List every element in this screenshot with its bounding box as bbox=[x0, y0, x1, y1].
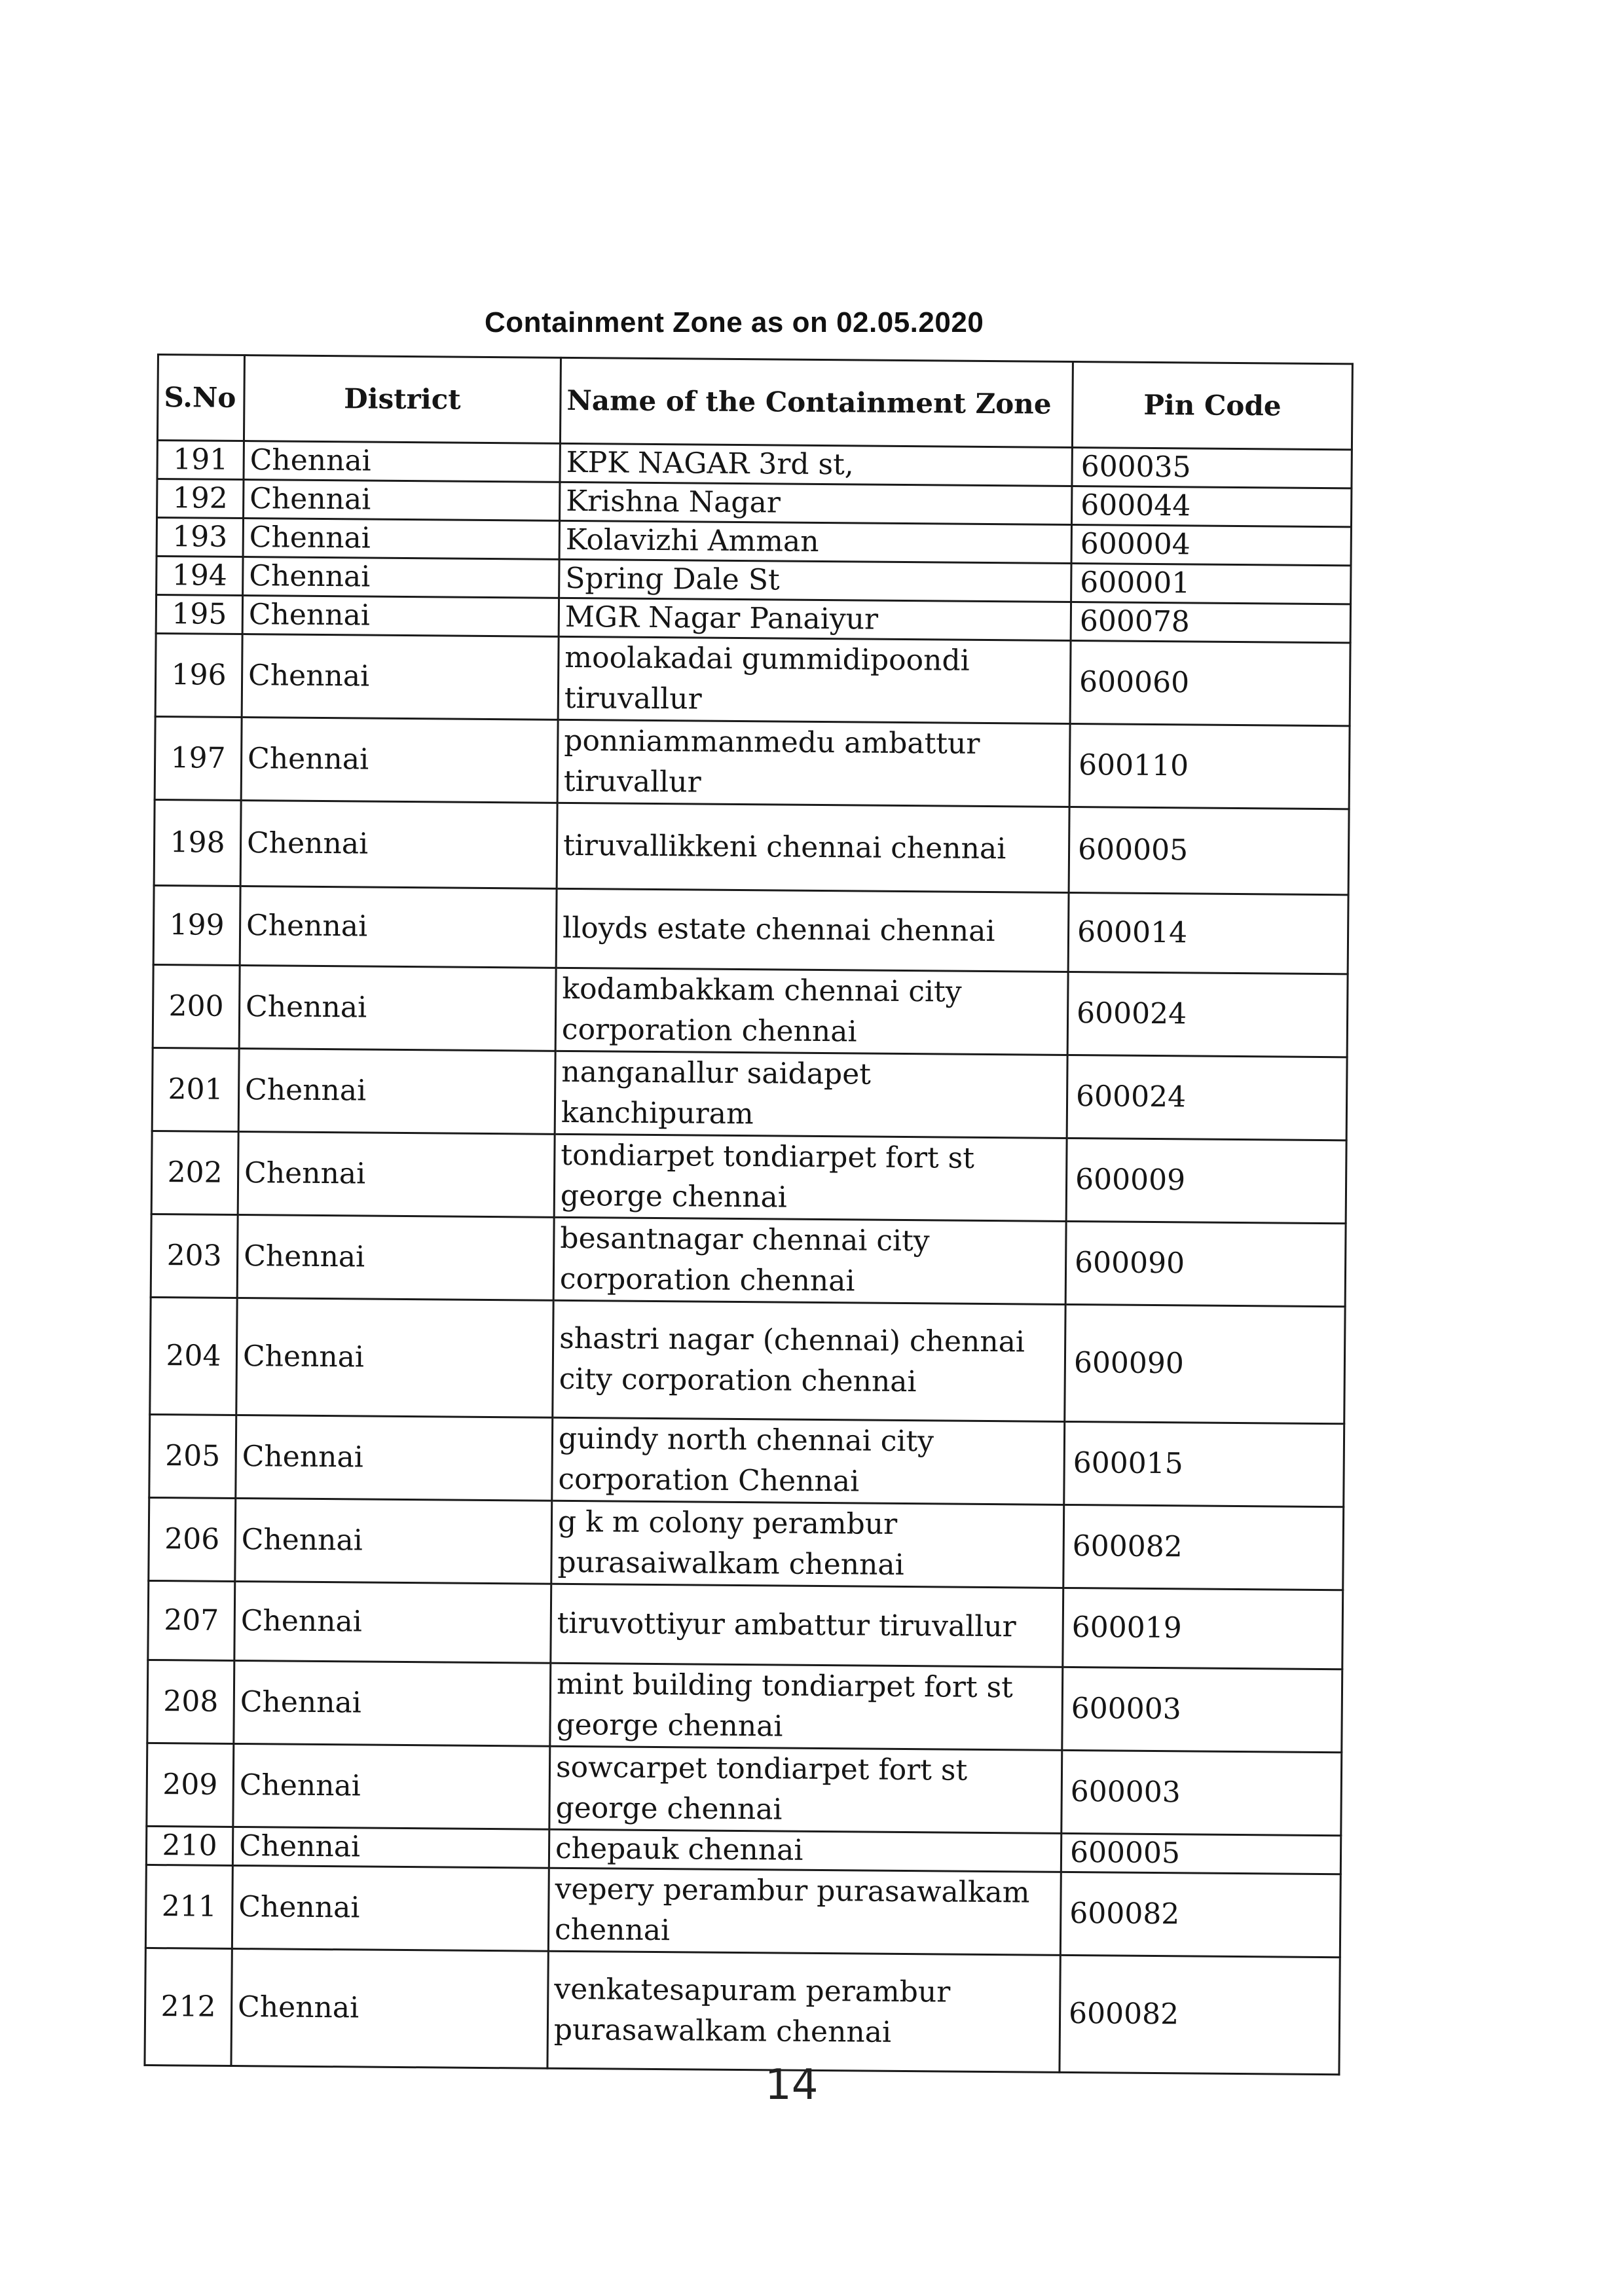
cell-district: Chennai bbox=[241, 718, 558, 803]
cell-district: Chennai bbox=[234, 1581, 551, 1663]
cell-district: Chennai bbox=[240, 886, 557, 968]
cell-district: Chennai bbox=[231, 1948, 548, 2068]
cell-district: Chennai bbox=[242, 596, 559, 637]
table-row bbox=[149, 1414, 1344, 1506]
page-title: Containment Zone as on 02.05.2020 bbox=[485, 306, 984, 338]
cell-zone-name: sowcarpet tondiarpet fort st george chennai bbox=[549, 1746, 1062, 1833]
cell-zone-name: vepery perambur purasawalkam chennai bbox=[548, 1868, 1061, 1955]
cell-pin-code: 600001 bbox=[1071, 563, 1351, 604]
cell-zone-name: moolakadai gummidipoondi tiruvallur bbox=[558, 636, 1071, 723]
cell-pin-code: 600019 bbox=[1063, 1588, 1343, 1669]
cell-pin-code: 600082 bbox=[1060, 1955, 1340, 2074]
cell-district: Chennai bbox=[239, 966, 556, 1051]
cell-zone-name: g k m colony perambur purasaiwalkam chennai bbox=[551, 1501, 1064, 1588]
cell-sno: 199 bbox=[153, 885, 240, 965]
cell-sno: 193 bbox=[157, 518, 243, 557]
cell-pin-code: 600005 bbox=[1069, 807, 1349, 894]
cell-zone-name: tondiarpet tondiarpet fort st george chennai bbox=[554, 1134, 1067, 1221]
cell-sno: 204 bbox=[150, 1297, 237, 1415]
cell-pin-code: 600110 bbox=[1069, 723, 1350, 809]
cell-sno: 212 bbox=[145, 1948, 232, 2066]
cell-pin-code: 600078 bbox=[1071, 602, 1350, 642]
cell-district: Chennai bbox=[236, 1415, 553, 1501]
cell-sno: 197 bbox=[155, 716, 242, 800]
cell-pin-code: 600015 bbox=[1064, 1421, 1344, 1506]
cell-pin-code: 600082 bbox=[1063, 1504, 1344, 1590]
cell-zone-name: MGR Nagar Panaiyur bbox=[559, 598, 1071, 640]
cell-sno: 198 bbox=[154, 799, 241, 886]
table-row bbox=[153, 964, 1348, 1057]
cell-pin-code: 600090 bbox=[1065, 1221, 1346, 1306]
cell-sno: 209 bbox=[147, 1743, 234, 1827]
table-row bbox=[145, 1865, 1340, 1957]
cell-sno: 211 bbox=[145, 1865, 232, 1948]
cell-pin-code: 600003 bbox=[1061, 1750, 1342, 1835]
cell-district: Chennai bbox=[242, 634, 559, 720]
header-district: District bbox=[244, 355, 561, 444]
cell-sno: 195 bbox=[156, 595, 242, 634]
cell-pin-code: 600035 bbox=[1072, 447, 1352, 488]
table-row bbox=[154, 799, 1349, 894]
cell-sno: 201 bbox=[152, 1048, 239, 1131]
cell-zone-name: Spring Dale St bbox=[559, 559, 1071, 602]
cell-zone-name: nanganallur saidapet kanchipuram bbox=[555, 1051, 1067, 1138]
table-row bbox=[145, 1948, 1340, 2074]
cell-zone-name: chepauk chennai bbox=[549, 1829, 1061, 1872]
cell-sno: 203 bbox=[151, 1214, 238, 1298]
header-sno: S.No bbox=[157, 355, 244, 441]
header-zone-name: Name of the Containment Zone bbox=[560, 357, 1073, 447]
cell-district: Chennai bbox=[235, 1498, 552, 1584]
header-pin-code: Pin Code bbox=[1072, 361, 1352, 449]
table-row bbox=[147, 1660, 1342, 1752]
cell-district: Chennai bbox=[240, 801, 557, 889]
cell-district: Chennai bbox=[243, 519, 559, 560]
table-row bbox=[151, 1214, 1346, 1306]
cell-pin-code: 600044 bbox=[1071, 486, 1351, 526]
cell-sno: 210 bbox=[146, 1826, 232, 1865]
table-row bbox=[147, 1743, 1342, 1835]
table-row bbox=[148, 1580, 1343, 1669]
cell-district: Chennai bbox=[236, 1298, 553, 1418]
cell-zone-name: Kolavizhi Amman bbox=[559, 520, 1071, 563]
cell-sno: 205 bbox=[149, 1414, 236, 1498]
cell-pin-code: 600024 bbox=[1067, 972, 1348, 1057]
cell-sno: 207 bbox=[148, 1580, 235, 1660]
cell-sno: 206 bbox=[149, 1497, 236, 1581]
cell-pin-code: 600014 bbox=[1068, 892, 1348, 974]
cell-sno: 192 bbox=[157, 479, 244, 519]
cell-zone-name: kodambakkam chennai city corporation chennai bbox=[555, 968, 1068, 1055]
cell-zone-name: besantnagar chennai city corporation chennai bbox=[553, 1217, 1066, 1304]
cell-pin-code: 600009 bbox=[1066, 1138, 1346, 1223]
cell-district: Chennai bbox=[233, 1743, 550, 1829]
cell-sno: 196 bbox=[155, 633, 242, 717]
cell-district: Chennai bbox=[232, 1827, 549, 1868]
page-number: 14 bbox=[765, 2061, 819, 2109]
cell-pin-code: 600024 bbox=[1067, 1055, 1347, 1140]
cell-pin-code: 600003 bbox=[1062, 1667, 1342, 1752]
cell-zone-name: KPK NAGAR 3rd st, bbox=[560, 443, 1072, 486]
cell-zone-name: venkatesapuram perambur purasawalkam chennai bbox=[547, 1951, 1060, 2072]
table-row bbox=[153, 885, 1348, 974]
cell-district: Chennai bbox=[244, 441, 560, 483]
cell-pin-code: 600060 bbox=[1070, 640, 1350, 725]
cell-sno: 194 bbox=[157, 556, 243, 596]
cell-district: Chennai bbox=[232, 1865, 549, 1951]
table-row bbox=[150, 1297, 1345, 1423]
table-row bbox=[155, 716, 1350, 809]
cell-zone-name: mint building tondiarpet fort st george chennai bbox=[550, 1663, 1063, 1750]
table-row bbox=[152, 1048, 1347, 1140]
cell-district: Chennai bbox=[238, 1049, 555, 1135]
cell-sno: 191 bbox=[157, 441, 244, 480]
cell-pin-code: 600005 bbox=[1061, 1833, 1340, 1874]
containment-zone-table bbox=[143, 354, 1353, 2075]
cell-district: Chennai bbox=[234, 1660, 551, 1746]
cell-zone-name: guindy north chennai city corporation Chennai bbox=[552, 1417, 1065, 1504]
cell-zone-name: Krishna Nagar bbox=[560, 482, 1072, 524]
cell-sno: 208 bbox=[147, 1660, 234, 1743]
cell-sno: 200 bbox=[153, 964, 240, 1048]
cell-zone-name: tiruvottiyur ambattur tiruvallur bbox=[551, 1584, 1063, 1667]
cell-district: Chennai bbox=[243, 557, 559, 598]
table-row bbox=[151, 1131, 1346, 1223]
cell-pin-code: 600090 bbox=[1065, 1304, 1345, 1423]
cell-zone-name: shastri nagar (chennai) chennai city corporation chennai bbox=[553, 1300, 1065, 1421]
cell-zone-name: tiruvallikkeni chennai chennai bbox=[557, 803, 1069, 892]
cell-district: Chennai bbox=[238, 1132, 555, 1218]
cell-sno: 202 bbox=[151, 1131, 238, 1214]
cell-zone-name: lloyds estate chennai chennai bbox=[556, 888, 1069, 972]
cell-pin-code: 600082 bbox=[1060, 1872, 1340, 1957]
cell-pin-code: 600004 bbox=[1071, 524, 1351, 565]
table-header-row bbox=[157, 355, 1352, 450]
table-row bbox=[155, 633, 1350, 725]
table-row bbox=[149, 1497, 1344, 1590]
cell-district: Chennai bbox=[244, 480, 560, 521]
cell-zone-name: ponniammanmedu ambattur tiruvallur bbox=[557, 720, 1070, 807]
cell-district: Chennai bbox=[237, 1215, 554, 1301]
